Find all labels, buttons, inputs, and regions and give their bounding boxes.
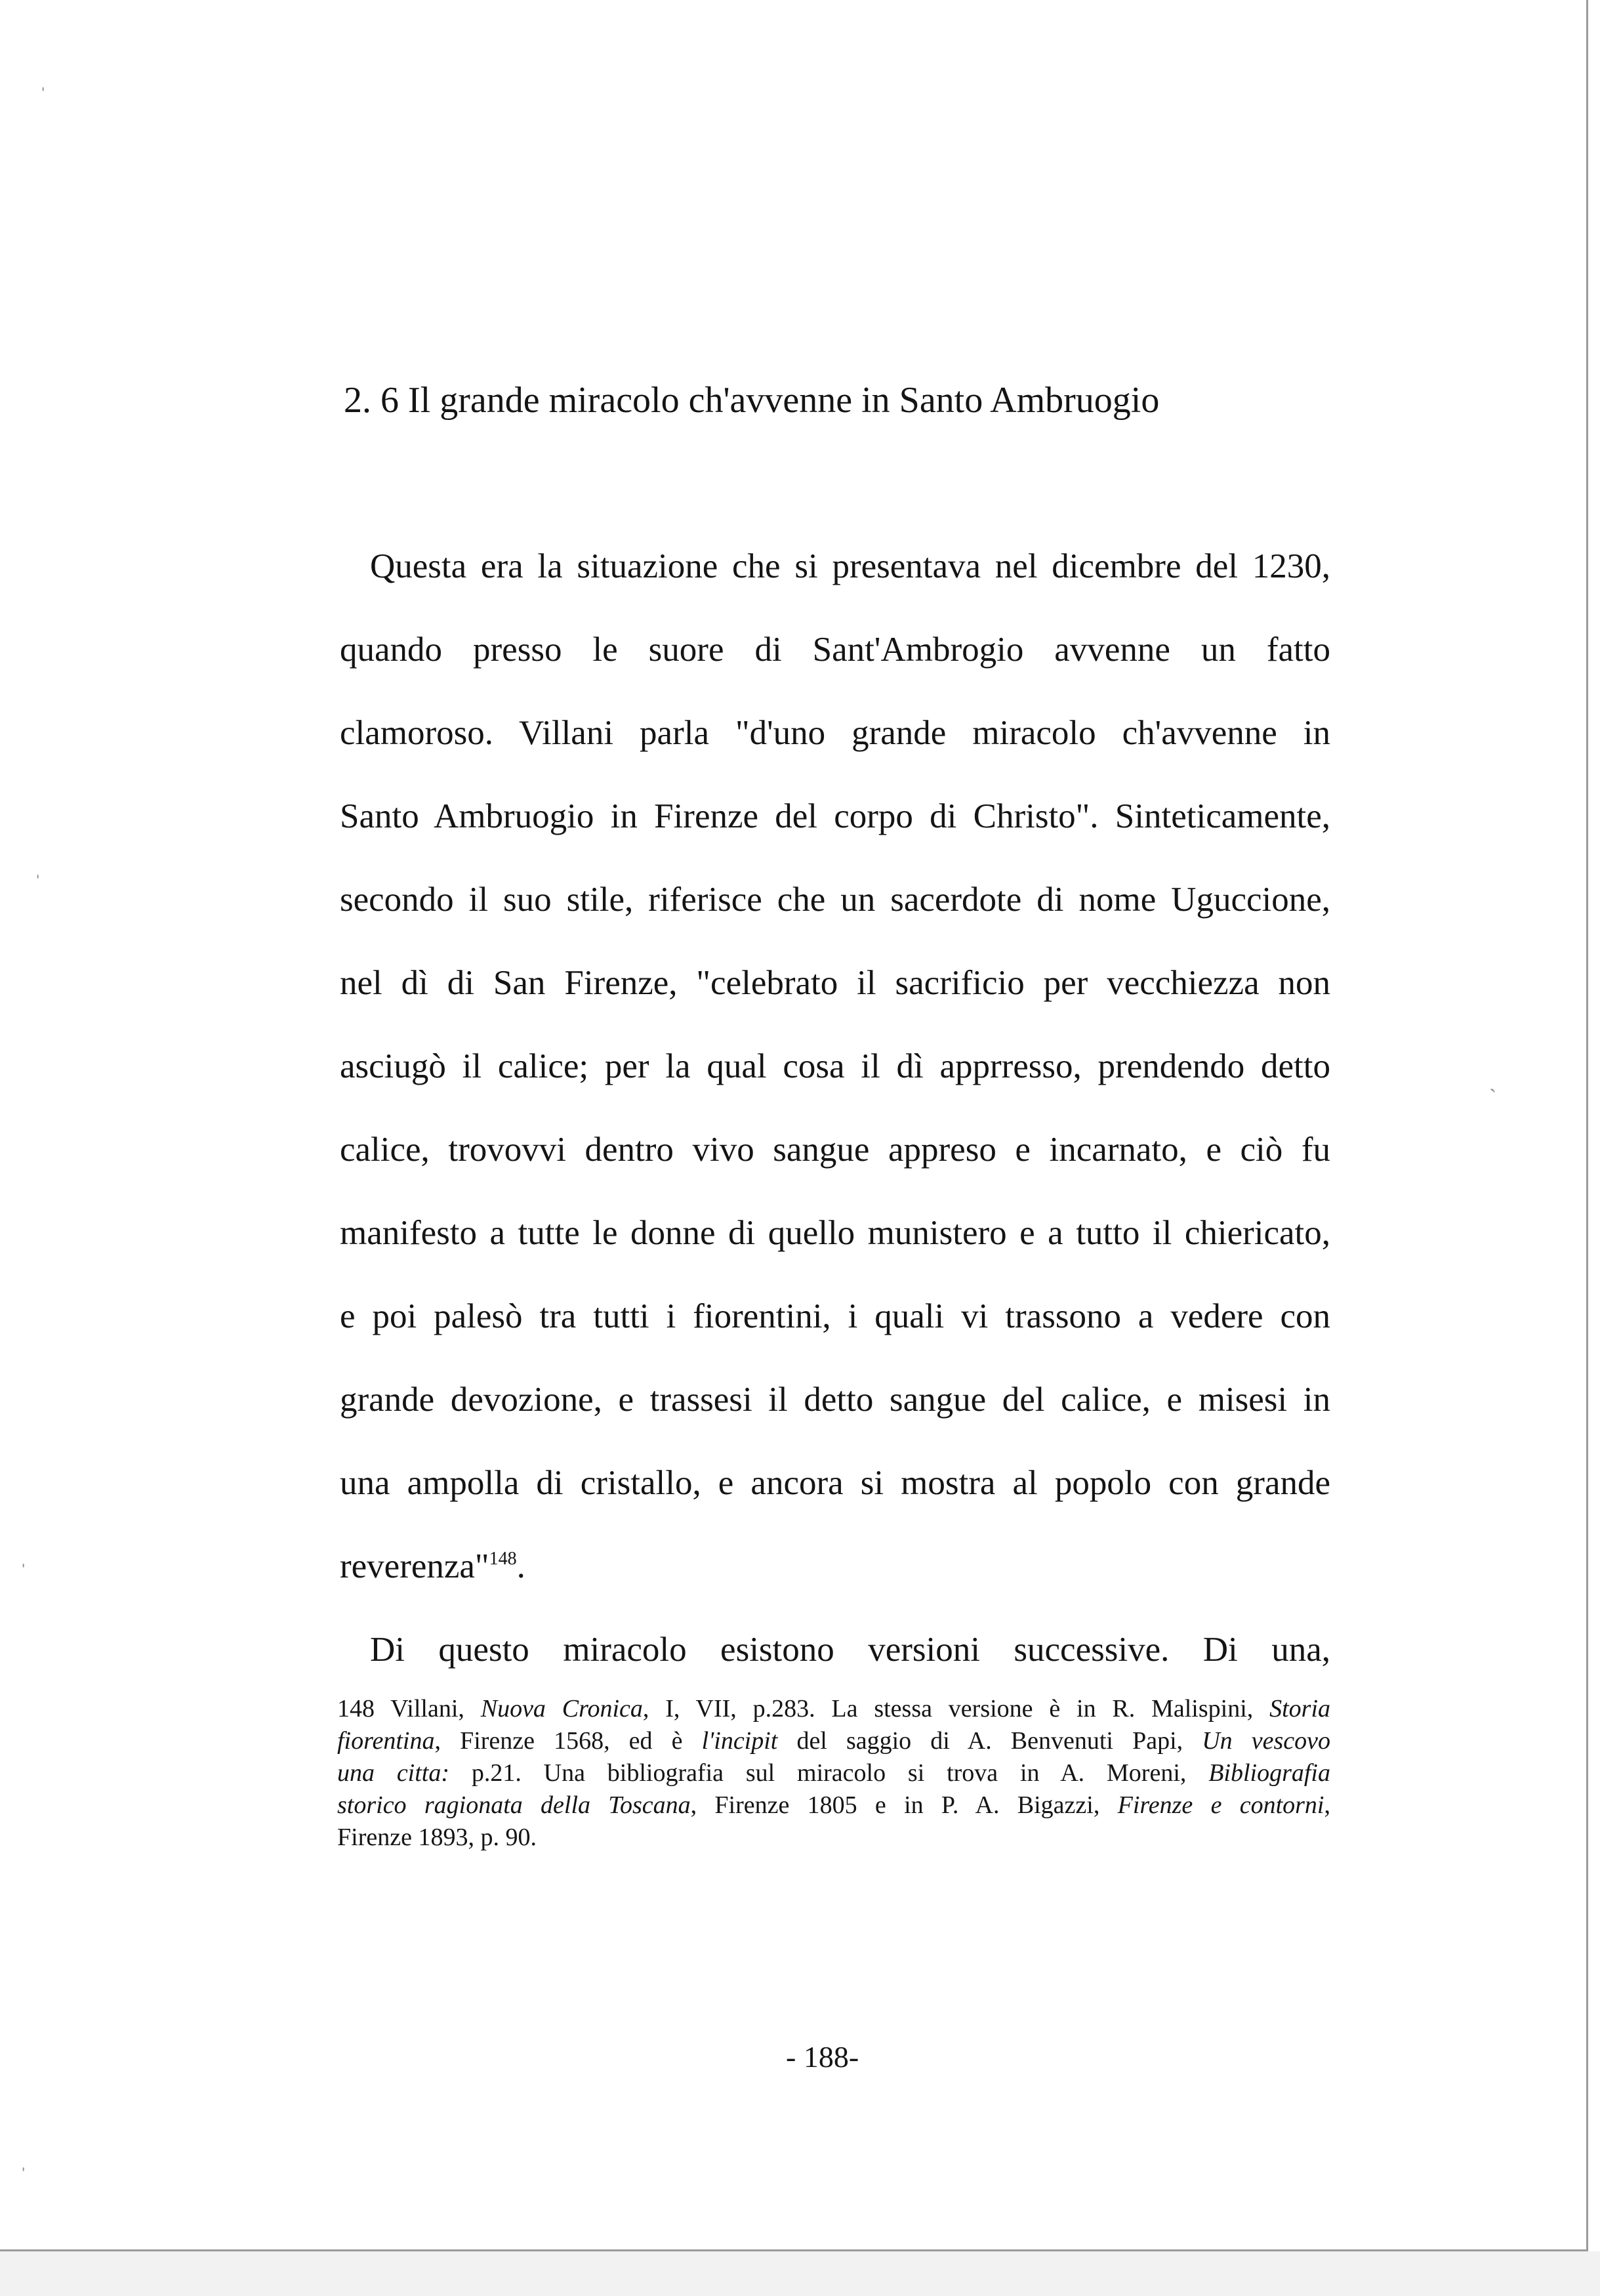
footnote-text: , I, VII, p.283. La stessa versione è in R. Malispini,	[642, 1695, 1270, 1722]
body-text	[340, 525, 1330, 1692]
footnote-title: storico ragionata della Toscana	[337, 1791, 691, 1819]
footnote-title: Un vescovo	[1202, 1727, 1330, 1755]
footnote-text: Villani,	[375, 1695, 481, 1722]
section-heading: 2. 6 Il grande miracolo ch'avvenne in Santo Ambruogio	[344, 380, 1160, 421]
body-line: clamoroso. Villani parla "d'uno grande miracolo ch'avvenne in	[340, 714, 1330, 752]
footnote-text: , Firenze 1568, ed è	[434, 1727, 702, 1755]
scan-edge-right	[1586, 0, 1588, 2251]
footnote-line: Firenze 1893, p. 90.	[337, 1824, 537, 1851]
reverenza-period: .	[516, 1547, 525, 1585]
body-line: e poi palesò tra tutti i fiorentini, i quali vi trassono a vedere con	[340, 1297, 1330, 1335]
scan-speck: ˈ	[20, 1560, 28, 1585]
scan-speck: ˏ	[1489, 1068, 1497, 1093]
scan-speck: ˈ	[20, 2164, 28, 2188]
footnote-text: p.21. Una bibliografia sul miracolo si trova in A. Moreni,	[449, 1759, 1209, 1787]
body-line: asciugò il calice; per la qual cosa il dì apprresso, prendendo detto	[340, 1047, 1330, 1085]
footnote-line	[337, 1789, 1330, 1822]
footnote-title: una citta:	[337, 1759, 450, 1787]
scan-margin-strip	[0, 2251, 1600, 2296]
body-line: calice, trovovvi dentro vivo sangue appreso e incarnato, e ciò fu	[340, 1131, 1330, 1169]
footnote-line	[337, 1757, 1330, 1789]
scan-speck: ˈ	[39, 84, 47, 108]
footnote-reference[interactable]: 148	[489, 1549, 517, 1569]
footnote-line	[337, 1693, 1330, 1725]
footnote-text: del saggio di A. Benvenuti Papi,	[777, 1727, 1202, 1755]
body-line-reverenza	[340, 1525, 1330, 1608]
body-line: Santo Ambruogio in Firenze del corpo di Christo". Sinteticamente,	[340, 797, 1330, 835]
body-line: nel dì di San Firenze, "celebrato il sacrificio per vecchiezza non	[340, 964, 1330, 1002]
scan-speck: ˈ	[34, 871, 42, 896]
footnote-line	[337, 1725, 1330, 1757]
footnote-text: ,	[1324, 1791, 1330, 1819]
footnote-title: fiorentina	[337, 1727, 435, 1755]
footnote-title: Firenze e contorni	[1117, 1791, 1324, 1819]
footnote-text: , Firenze 1805 e in P. A. Bigazzi,	[690, 1791, 1118, 1819]
reverenza-text: reverenza"	[340, 1547, 489, 1585]
page-number: - 188-	[786, 2040, 859, 2074]
body-line: manifesto a tutte le donne di quello munistero e a tutto il chiericato,	[340, 1214, 1330, 1252]
body-line: grande devozione, e trassesi il detto sangue del calice, e misesi in	[340, 1381, 1330, 1419]
body-line: una ampolla di cristallo, e ancora si mostra al popolo con grande	[340, 1464, 1330, 1502]
footnote-title: Storia	[1269, 1695, 1330, 1722]
footnote-block	[337, 1693, 1330, 1854]
footnote-title: Nuova Cronica	[480, 1695, 643, 1722]
footnote-title: Bibliografia	[1208, 1759, 1330, 1787]
footnote-title: l'incipit	[701, 1727, 778, 1755]
body-line: secondo il suo stile, riferisce che un sacerdote di nome Uguccione,	[340, 881, 1330, 919]
body-line: quando presso le suore di Sant'Ambrogio avvenne un fatto	[340, 631, 1330, 669]
footnote-number: 148	[337, 1695, 375, 1722]
body-line: Questa era la situazione che si presentava nel dicembre del 1230,	[370, 547, 1330, 585]
body-line: Di questo miracolo esistono versioni successive. Di una,	[370, 1631, 1330, 1669]
